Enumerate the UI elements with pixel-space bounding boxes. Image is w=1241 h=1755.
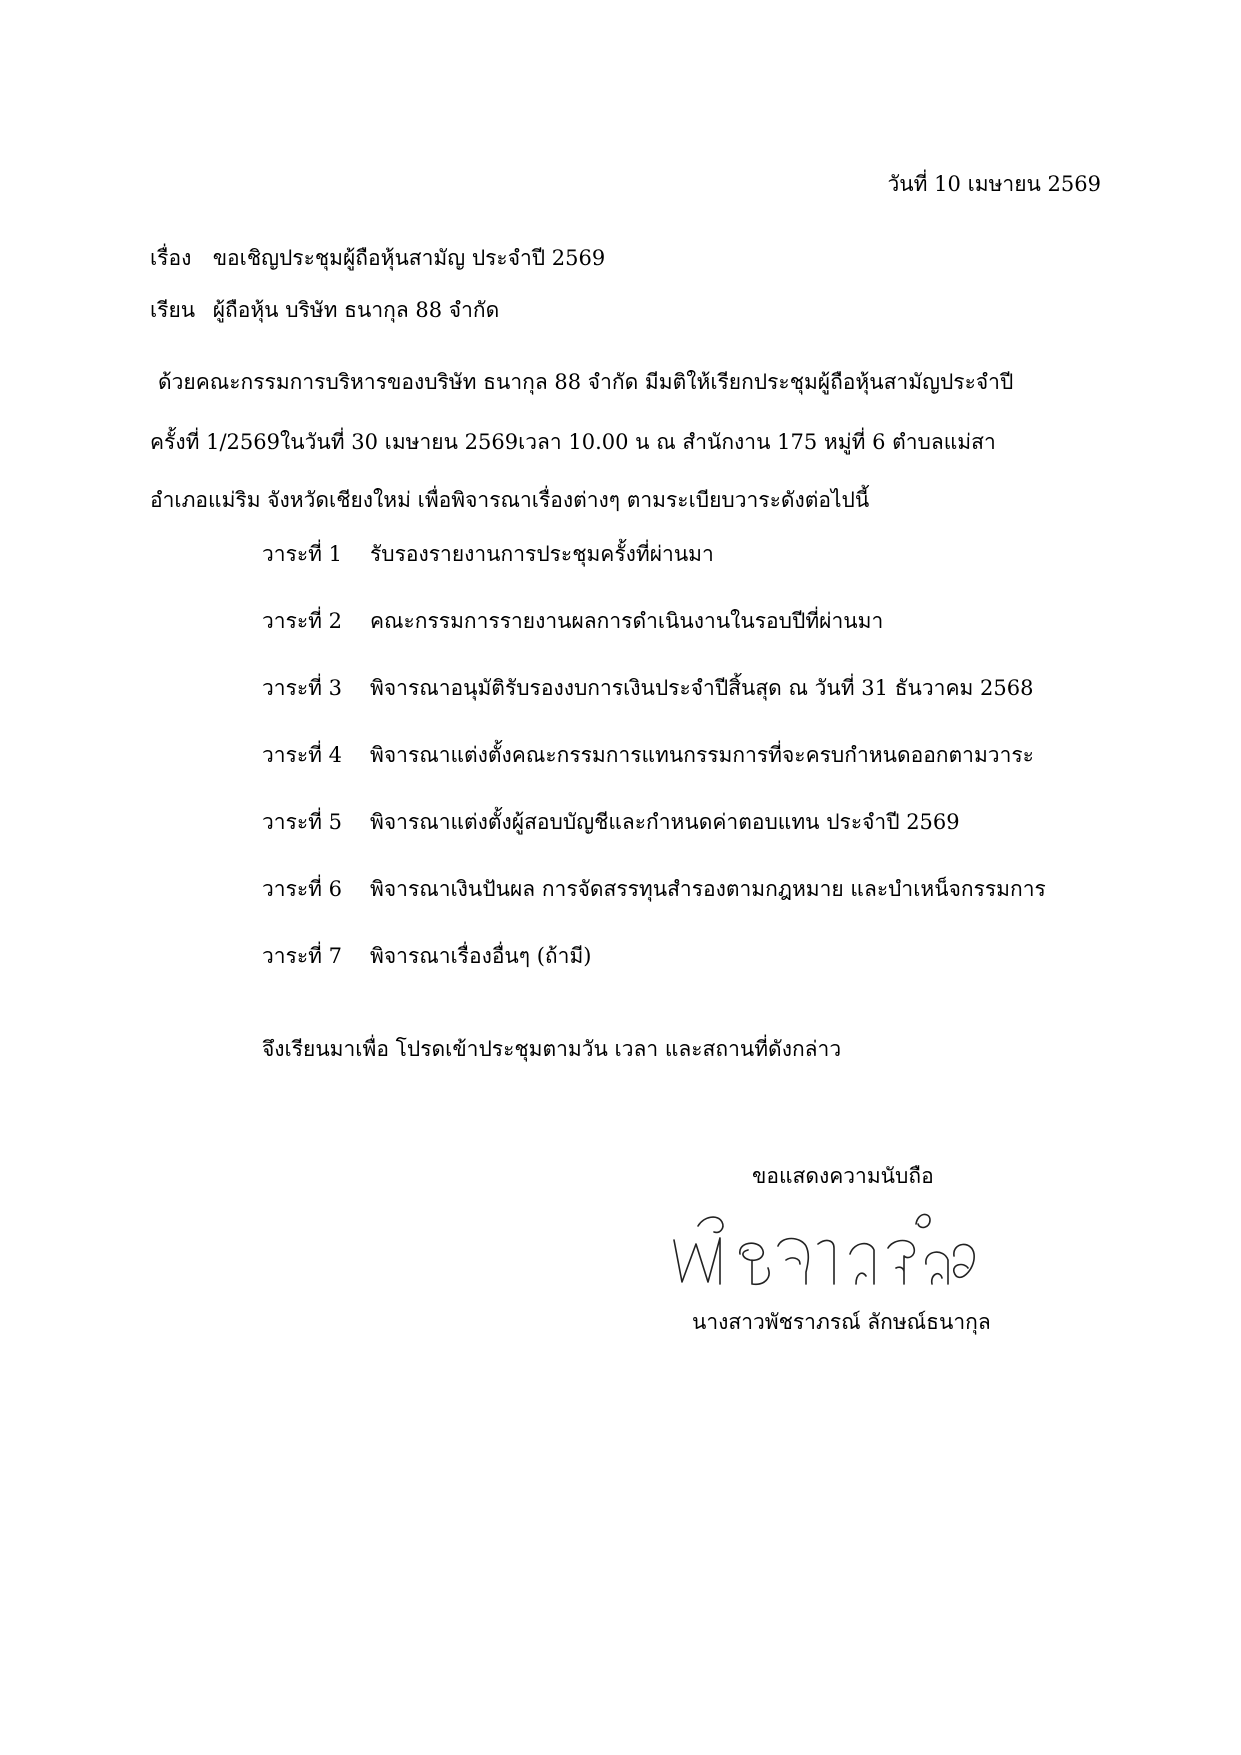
subject-line bbox=[150, 244, 605, 272]
recipient-text: ผู้ถือหุ้น บริษัท ธนากุล 88 จำกัด bbox=[212, 298, 500, 322]
agenda-number: วาระที่ 3 bbox=[262, 676, 343, 700]
agenda-text: พิจารณาเรื่องอื่นๆ (ถ้ามี) bbox=[370, 944, 592, 968]
agenda-item bbox=[262, 607, 883, 635]
recipient-line bbox=[150, 296, 499, 324]
agenda-item bbox=[262, 741, 1034, 769]
agenda-text: พิจารณาแต่งตั้งคณะกรรมการแทนกรรมการที่จะครบกำหนดออกตามวาระ bbox=[370, 743, 1034, 767]
agenda-number: วาระที่ 1 bbox=[262, 542, 343, 566]
body-paragraph-line: ครั้งที่ 1/2569ในวันที่ 30 เมษายน 2569เวลา 10.00 น ณ สำนักงาน 175 หมู่ที่ 6 ตำบลแม่สา bbox=[150, 430, 996, 454]
agenda-number: วาระที่ 5 bbox=[262, 810, 343, 834]
body-paragraph-line: อำเภอแม่ริม จังหวัดเชียงใหม่ เพื่อพิจารณาเรื่องต่างๆ ตามระเบียบวาระดังต่อไปนี้ bbox=[150, 488, 870, 512]
agenda-text: พิจารณาแต่งตั้งผู้สอบบัญชีและกำหนดค่าตอบแทน ประจำปี 2569 bbox=[370, 810, 960, 834]
subject-label: เรื่อง bbox=[150, 246, 192, 270]
agenda-item bbox=[262, 808, 960, 836]
agenda-text: คณะกรรมการรายงานผลการดำเนินงานในรอบปีที่ผ่านมา bbox=[370, 609, 884, 633]
agenda-number: วาระที่ 2 bbox=[262, 609, 343, 633]
agenda-text: พิจารณาเงินปันผล การจัดสรรทุนสำรองตามกฎหมาย และบำเหน็จกรรมการ bbox=[370, 877, 1046, 901]
agenda-number: วาระที่ 7 bbox=[262, 944, 343, 968]
closing-line: จึงเรียนมาเพื่อ โปรดเข้าประชุมตามวัน เวลา และสถานที่ดังกล่าว bbox=[262, 1037, 842, 1061]
agenda-item bbox=[262, 942, 591, 970]
agenda-item bbox=[262, 674, 1033, 702]
agenda-number: วาระที่ 4 bbox=[262, 743, 343, 767]
recipient-label: เรียน bbox=[150, 298, 196, 322]
agenda-item bbox=[262, 875, 1046, 903]
agenda-text: รับรองรายงานการประชุมครั้งที่ผ่านมา bbox=[370, 542, 714, 566]
letter-date: วันที่ 10 เมษายน 2569 bbox=[887, 172, 1101, 196]
regards-line: ขอแสดงความนับถือ bbox=[752, 1164, 934, 1188]
agenda-item bbox=[262, 540, 714, 568]
agenda-text: พิจารณาอนุมัติรับรองงบการเงินประจำปีสิ้นสุด ณ วันที่ 31 ธันวาคม 2568 bbox=[370, 676, 1034, 700]
agenda-number: วาระที่ 6 bbox=[262, 877, 343, 901]
body-paragraph-line: ด้วยคณะกรรมการบริหารของบริษัท ธนากุล 88 จำกัด มีมติให้เรียกประชุมผู้ถือหุ้นสามัญประจำปี bbox=[158, 370, 1014, 394]
subject-text: ขอเชิญประชุมผู้ถือหุ้นสามัญ ประจำปี 2569 bbox=[212, 246, 606, 270]
handwritten-signature bbox=[668, 1198, 988, 1290]
signer-name: นางสาวพัชราภรณ์ ลักษณ์ธนากุล bbox=[692, 1310, 991, 1334]
